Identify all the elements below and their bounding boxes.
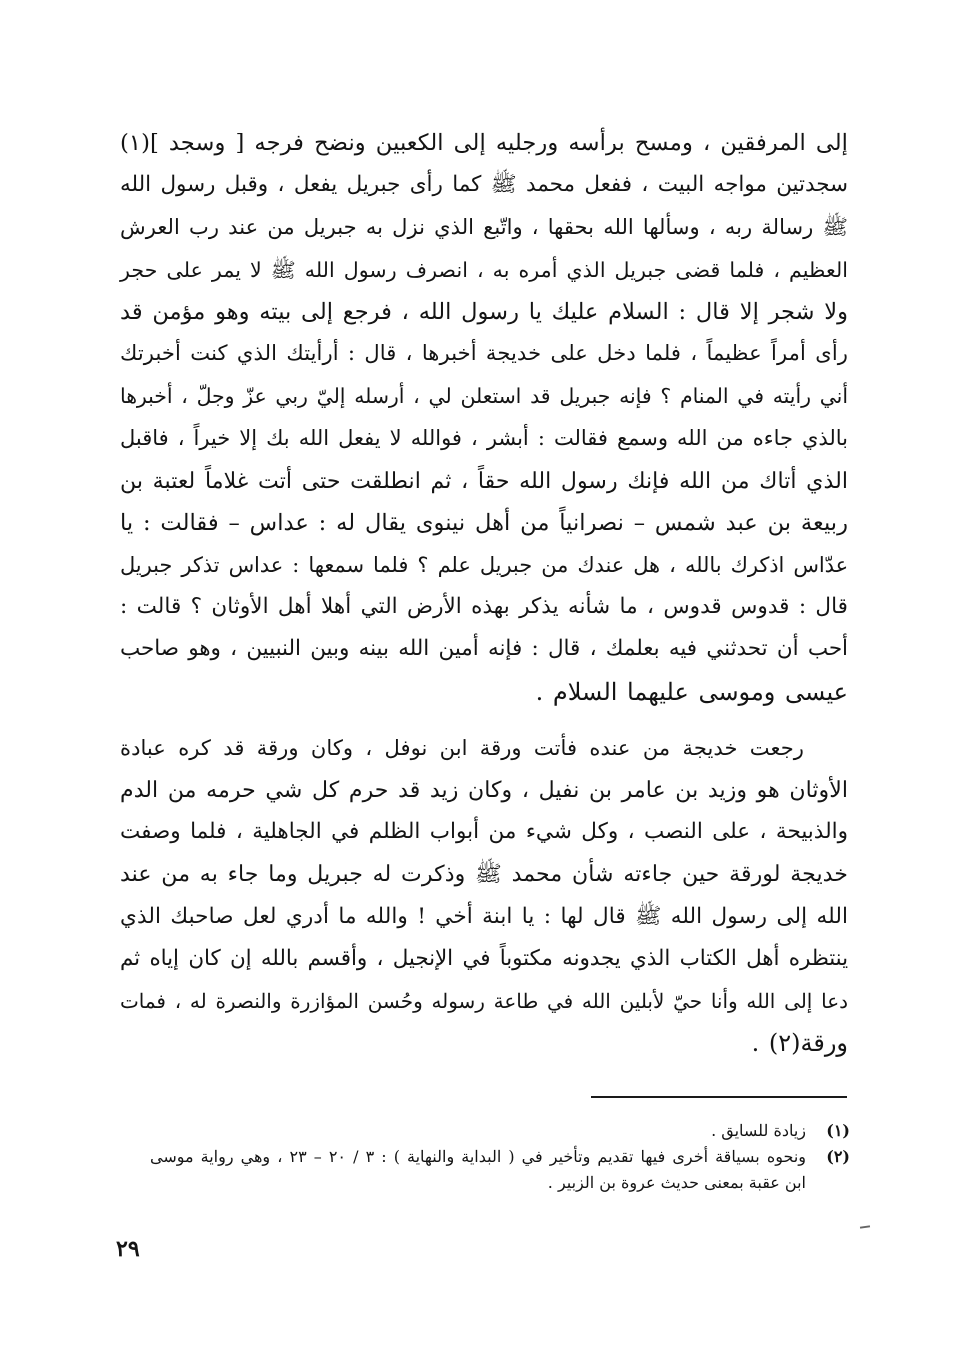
- text-line: ولا شجر إلا قال : السلام عليك يا رسول الله ، فرجع إلى بيته وهو مؤمن قد: [120, 298, 848, 325]
- footnote-number: (١): [826, 1121, 850, 1140]
- footnote-number: (٢): [826, 1147, 850, 1166]
- text-line: العظيم ، فلما قضى جبريل الذي أمره به ، انصرف رسول الله ﷺ لا يمر على حجر: [120, 257, 848, 282]
- text-line: رأى أمراً عظيماً ، فلما دخل على خديجة أخبرها ، قال : أرأيتك الذي كنت أخبرتك: [120, 341, 848, 367]
- scan-mark: [860, 1225, 870, 1228]
- footnote-2: [150, 1144, 850, 1196]
- text-line: الأوثان هو وزيد بن عامر بن نفيل ، وكان زيد قد حرم كل شي حرمه من الدم: [120, 777, 848, 804]
- footnotes: [150, 1118, 850, 1196]
- text-line: إلى المرفقين ، ومسح برأسه ورجليه إلى الكعبين ونضح فرجه [ وسجد ](١): [120, 130, 848, 156]
- text-line: ﷺ رسالة ربه ، وسألها الله بحقها ، واتّبع الذي نزل به جبريل من عند رب العرش: [120, 214, 848, 240]
- text-line: ورقة(٢) .: [751, 1029, 848, 1058]
- text-line: دعا إلى الله وأنا حيّ لأبلين الله في طاعة رسوله وحُسن المؤازرة والنصرة له ، فمات: [120, 989, 848, 1014]
- footnote-separator: [591, 1096, 847, 1098]
- paragraph-2: [120, 727, 848, 1065]
- text-line: قال : قدوس قدوس ، ما شأنه يذكر بهذه الأرض التي أهلا أهل الأوثان ؟ قالت :: [120, 594, 848, 620]
- paragraph-1: [120, 122, 848, 713]
- footnote-line: زيادة للسايق .: [711, 1121, 806, 1140]
- text-line: عيسى وموسى عليهما السلام .: [535, 677, 848, 706]
- page-number: ٢٩: [116, 1236, 140, 1262]
- text-line: عدّاس اذكرك بالله ، هل عندك من جبريل علم ؟ فلما سمعها : عداس تذكر جبريل: [120, 553, 848, 578]
- text-line: الله إلى رسول الله ﷺ قال لها : يا ابنة أخي ! والله ما أدري لعل صاحبك الذي: [120, 903, 848, 929]
- text-line: رجعت خديجة من عنده فأتت ورقة ابن نوفل ، وكان ورقة قد كره عبادة: [120, 734, 804, 760]
- footnote-line: ابن عقبة بمعنى حديث عروة بن الزبير .: [547, 1173, 806, 1192]
- text-line: ربيعة بن عبد شمس – نصرانياً من أهل نينوى يقال له : عداس – فقالت : يا: [120, 509, 848, 536]
- footnote-text: [150, 1118, 806, 1144]
- text-line: ينتظره أهل الكتاب الذي يجدونه مكتوباً في الإنجيل ، وأقسم بالله إن كان إياه ثم: [120, 945, 848, 971]
- main-text: [120, 122, 848, 1064]
- footnote-line: ونحوه بسياقة أخرى فيها تقديم وتأخير في ( البداية والنهاية ) : ٣ / ٢٠ – ٢٣ ، وهي رواية موسى: [150, 1147, 806, 1166]
- text-line: سجدتين مواجه البيت ، ففعل محمد ﷺ كما رأى جبريل يفعل ، وقبل رسول الله: [120, 172, 848, 198]
- text-line: الذي أتاك من الله فإنك رسول الله حقاً ، ثم انطلقت حتى أتت غلاماً لعتبة بن: [120, 467, 848, 494]
- text-line: أحب أن تحدثني فيه بعلمك ، قال : فإنه أمين الله بينه وبين النبيين ، وهو صاحب: [120, 636, 848, 662]
- text-line: والذبيحة ، على النصب ، وكل شيء من أبواب الظلم في الجاهلية ، فلما وصفت: [120, 819, 848, 845]
- text-line: خديجة لورقة حين جاءته شأن محمد ﷺ وذكرت له جبريل وما جاء به من عند: [120, 861, 848, 888]
- footnote-text: [150, 1144, 806, 1196]
- text-line: بالذي جاءه من الله وسمع فقالت : أبشر ، فوالله لا يفعل الله بك إلا خيراً ، فاقبل: [120, 426, 848, 451]
- footnote-1: [150, 1118, 850, 1144]
- text-line: أني رأيته في المنام ؟ فإنه جبريل قد استعلن لي ، أرسله إليّ ربي عزّ وجلّ ، أخبرها: [120, 384, 848, 409]
